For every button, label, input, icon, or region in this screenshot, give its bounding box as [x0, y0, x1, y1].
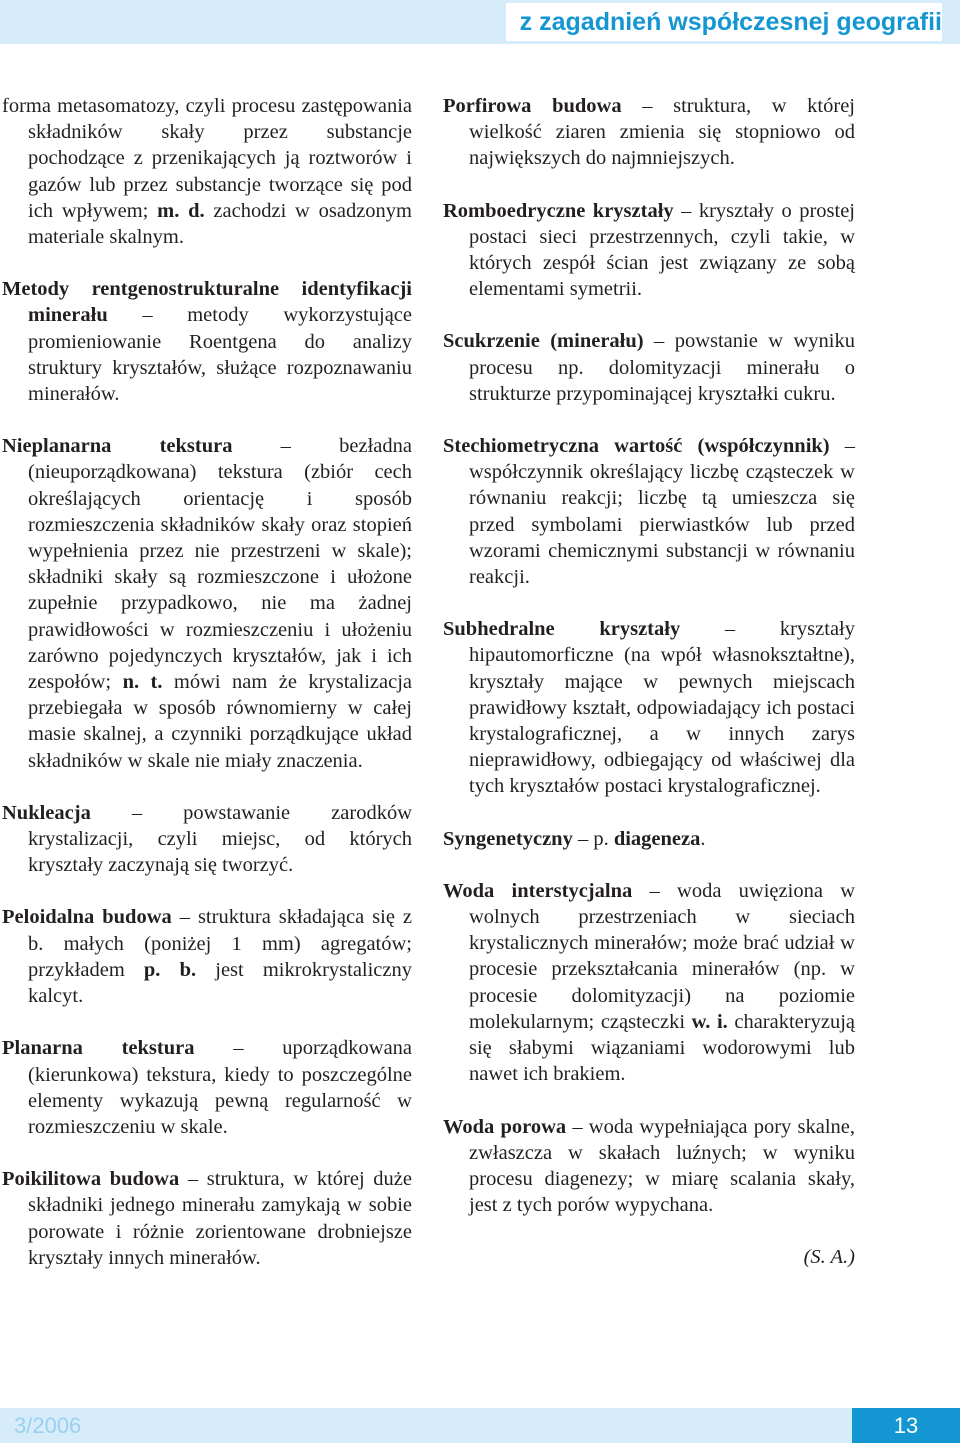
entry-separator: – — [171, 906, 198, 929]
entry-abbreviation: diageneza — [613, 827, 701, 850]
author-signature: (S. A.) — [803, 1246, 855, 1269]
entry-term: Stechiometryczna wartość (współczynnik) — [443, 435, 830, 458]
entry-definition: struktura, w której duże składniki jednego minerału zamykają w sobie porowate i różnie zorientowane drobniejsze kryształy innych minerałów. — [28, 1168, 412, 1269]
glossary-entry — [443, 1114, 855, 1219]
entry-separator: – — [632, 879, 678, 902]
entry-separator: – — [194, 1037, 283, 1060]
glossary-entry — [2, 1035, 412, 1140]
entry-abbreviation: p. b. — [143, 958, 197, 981]
entry-definition: struktura składająca się z b. małych (poniżej 1 mm) agregatów; przykładem — [28, 906, 412, 981]
entry-separator: – — [621, 95, 674, 117]
entry-abbreviation: m. d. — [157, 199, 205, 222]
page-number: 13 — [852, 1408, 960, 1443]
entry-term: Planarna tekstura — [2, 1037, 195, 1060]
entry-term: Woda porowa — [443, 1115, 567, 1138]
entry-separator: – — [643, 330, 675, 353]
glossary-entry — [2, 93, 412, 250]
entry-definition: współczynnik określający liczbę cząsteczek w równaniu reakcji; liczbę tą umieszcza się przed symbolami pierwiastków lub przed wzorami chemicznymi substancji w równaniu reakcji. — [469, 461, 855, 589]
glossary-entry — [443, 433, 855, 590]
entry-term: Nieplanarna tekstura — [2, 435, 233, 458]
entry-definition: forma metasomatozy, czyli procesu zastępowania składników skały przez substancje pochodzące z przenikających ją roztworów i gazów lub przez substancje tworzące się pod ich wpływem; — [2, 95, 412, 222]
entry-definition: woda wypełniająca pory skalne, zwłaszcza w skałach luźnych; w wyniku procesu diagenezy; w miarę scalania skały, jest z tych porów wypychana. — [469, 1115, 855, 1217]
entry-definition: bezładna (nieuporządkowana) tekstura (zbiór cech określających orientację i sposób rozmieszczenia składników skały oraz stopień wypełnienia przez nie przestrzeni w skale); składniki skały są rozmieszczone i ułożone zupełnie przypadkowo, nie ma żadnej prawidłowości w rozmieszczeniu i ułożeniu zarówno pojedynczych kryształów, jak i ich zespołów; — [28, 435, 412, 694]
footer-band — [0, 1408, 960, 1443]
entry-separator: – — [572, 827, 594, 850]
glossary-entry — [2, 800, 412, 879]
entry-term: Scukrzenie (minerału) — [443, 330, 644, 353]
entry-separator: – — [829, 435, 855, 458]
entry-term: Nukleacja — [2, 801, 91, 824]
entry-separator: – — [179, 1168, 207, 1191]
entry-term: Subhedralne kryształy — [443, 618, 681, 641]
glossary-entry — [2, 1166, 412, 1271]
glossary-entry — [443, 93, 855, 172]
entry-definition-tail: jest mikrokrystaliczny kalcyt. — [28, 958, 413, 1008]
entry-term: Romboedryczne kryształy — [443, 199, 674, 222]
entry-term: Syngenetyczny — [443, 827, 573, 850]
issue-number: 3/2006 — [14, 1413, 82, 1438]
entry-term: Woda interstycjalna — [443, 879, 633, 902]
entry-definition: powstanie w wyniku procesu np. dolomityzacji minerału o strukturze przypominającej kryształki cukru. — [469, 330, 855, 405]
left-column — [2, 93, 412, 1271]
entry-term: Peloidalna budowa — [2, 906, 172, 929]
entry-separator: – — [232, 435, 340, 458]
glossary-entry — [2, 276, 412, 407]
entry-abbreviation: w. i. — [691, 1010, 728, 1033]
entry-abbreviation: n. t. — [122, 671, 163, 694]
glossary-entry — [443, 826, 855, 852]
glossary-entry — [443, 616, 855, 799]
glossary-entry — [443, 328, 855, 407]
entry-separator: – — [680, 618, 780, 641]
glossary-entry — [443, 198, 855, 303]
entry-definition: kryształy hipautomorficzne (na wpół własnokształtne), kryształy mające w pewnych miejscach prawidłowy kształt, odpowiadający ich postaci krystalograficznej, a w innych zarys nieprawidłowy, odbiegający od właściwej dla tych kryształów postaci krystalograficznej. — [469, 618, 856, 798]
entry-definition-tail: mówi nam że krystalizacja przebiegała w sposób równomierny w całej masie skalnej, a czynniki porządkujące układ składników w skale nie miały znaczenia. — [28, 671, 412, 772]
entry-definition: metody wykorzystujące promieniowanie Roentgena do analizy struktury kryształów, służące rozpoznawaniu minerałów. — [28, 304, 413, 406]
entry-term: Metody rentgenostrukturalne identyfikacji minerału — [2, 278, 412, 327]
entry-definition-tail: charakteryzują się słabymi wiązaniami wodorowymi lub nawet ich brakiem. — [469, 1010, 856, 1086]
entry-definition: struktura, w której wielkość ziaren zmienia się stopniowo od największych do najmniejszych. — [469, 95, 856, 170]
entry-definition: powstawanie zarodków krystalizacji, czyli miejsc, od których kryształy zaczynają się tworzyć. — [28, 801, 412, 877]
glossary-entry — [2, 433, 412, 774]
section-title: z zagadnień współczesnej geografii — [506, 3, 942, 41]
entry-term: Porfirowa budowa — [443, 95, 622, 117]
right-column — [443, 93, 855, 1291]
entry-definition-tail: . — [700, 827, 706, 850]
glossary-entry — [2, 904, 412, 1009]
glossary-entry — [443, 878, 855, 1088]
entry-term: Poikilitowa budowa — [2, 1168, 180, 1191]
entry-definition-tail: zachodzi w osadzonym materiale skalnym. — [28, 199, 412, 249]
entry-separator: – — [90, 801, 184, 824]
entry-definition: kryształy o prostej postaci sieci przestrzennych, czyli takie, w których zespół ścian jest związany ze sobą elementami symetrii. — [469, 199, 855, 301]
entry-definition: uporządkowana (kierunkowa) tekstura, kiedy to poszczególne elementy wykazują pewną regularność w rozmieszczeniu w skale. — [28, 1037, 413, 1138]
entry-separator: – — [107, 304, 188, 327]
entry-definition: p. — [593, 827, 614, 850]
entry-separator: – — [566, 1115, 589, 1138]
entry-definition: woda uwięziona w wolnych przestrzeniach w sieciach krystalicznych minerałów; może brać udział w procesie przekształcania minerałów (np. w procesie dolomityzacji) na poziomie molekularnym; cząsteczki — [469, 879, 855, 1033]
entry-separator: – — [673, 199, 699, 222]
